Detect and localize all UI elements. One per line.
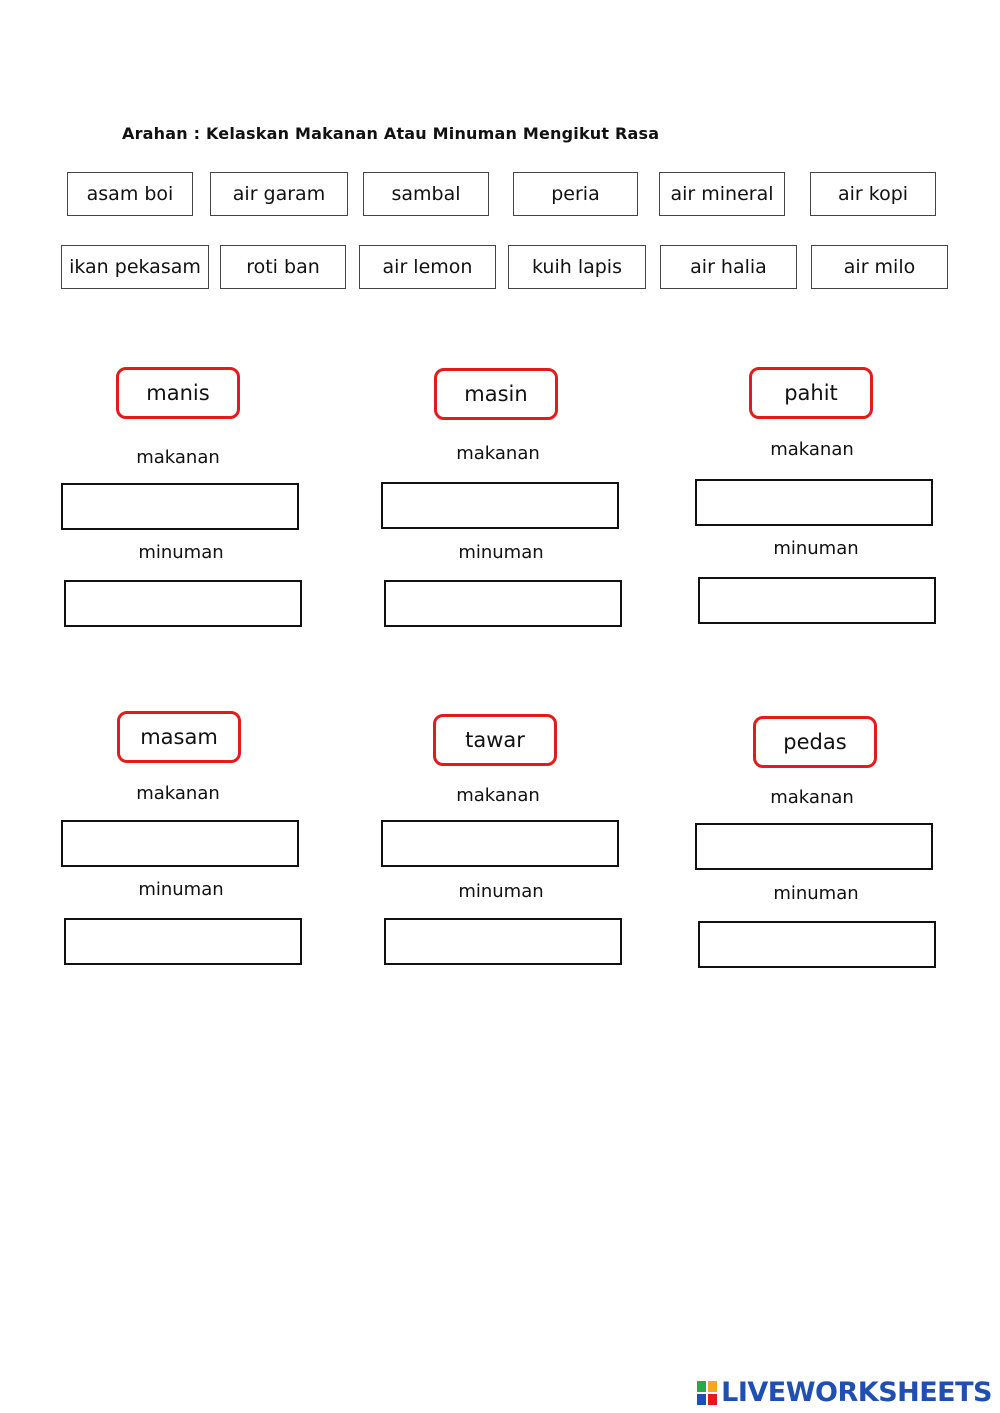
- word-chip[interactable]: kuih lapis: [508, 245, 646, 289]
- liveworksheets-logo-icon: [697, 1381, 717, 1405]
- word-chip[interactable]: air lemon: [359, 245, 496, 289]
- category-label-manis: manis: [116, 367, 240, 419]
- food-drop-box-manis[interactable]: [61, 483, 299, 530]
- category-label-pahit: pahit: [749, 367, 873, 419]
- word-chip[interactable]: air kopi: [810, 172, 936, 216]
- category-label-tawar: tawar: [433, 714, 557, 766]
- word-chip[interactable]: ikan pekasam: [61, 245, 209, 289]
- word-chip[interactable]: asam boi: [67, 172, 193, 216]
- drink-drop-box-pahit[interactable]: [698, 577, 936, 624]
- liveworksheets-logo: [697, 1377, 992, 1408]
- logo-text: LIVEWORKSHEETS: [721, 1377, 992, 1408]
- word-chip[interactable]: roti ban: [220, 245, 346, 289]
- drink-label: minuman: [138, 879, 224, 900]
- instruction-text: Arahan : Kelaskan Makanan Atau Minuman Mengikut Rasa: [122, 124, 660, 143]
- drink-label: minuman: [458, 881, 544, 902]
- drink-label: minuman: [458, 542, 544, 563]
- drink-label: minuman: [138, 542, 224, 563]
- drink-drop-box-pedas[interactable]: [698, 921, 936, 968]
- drink-drop-box-masin[interactable]: [384, 580, 622, 627]
- food-label: makanan: [770, 787, 854, 808]
- word-chip[interactable]: sambal: [363, 172, 489, 216]
- category-label-masin: masin: [434, 368, 558, 420]
- drink-drop-box-manis[interactable]: [64, 580, 302, 627]
- food-drop-box-pahit[interactable]: [695, 479, 933, 526]
- category-label-pedas: pedas: [753, 716, 877, 768]
- food-label: makanan: [136, 447, 220, 468]
- food-label: makanan: [770, 439, 854, 460]
- drink-label: minuman: [773, 883, 859, 904]
- food-label: makanan: [136, 783, 220, 804]
- word-chip[interactable]: air milo: [811, 245, 948, 289]
- drink-drop-box-tawar[interactable]: [384, 918, 622, 965]
- food-drop-box-masin[interactable]: [381, 482, 619, 529]
- food-label: makanan: [456, 785, 540, 806]
- food-drop-box-tawar[interactable]: [381, 820, 619, 867]
- drink-label: minuman: [773, 538, 859, 559]
- word-chip[interactable]: air mineral: [659, 172, 785, 216]
- word-chip[interactable]: peria: [513, 172, 638, 216]
- category-label-masam: masam: [117, 711, 241, 763]
- food-drop-box-masam[interactable]: [61, 820, 299, 867]
- word-chip[interactable]: air halia: [660, 245, 797, 289]
- food-label: makanan: [456, 443, 540, 464]
- word-chip[interactable]: air garam: [210, 172, 348, 216]
- food-drop-box-pedas[interactable]: [695, 823, 933, 870]
- drink-drop-box-masam[interactable]: [64, 918, 302, 965]
